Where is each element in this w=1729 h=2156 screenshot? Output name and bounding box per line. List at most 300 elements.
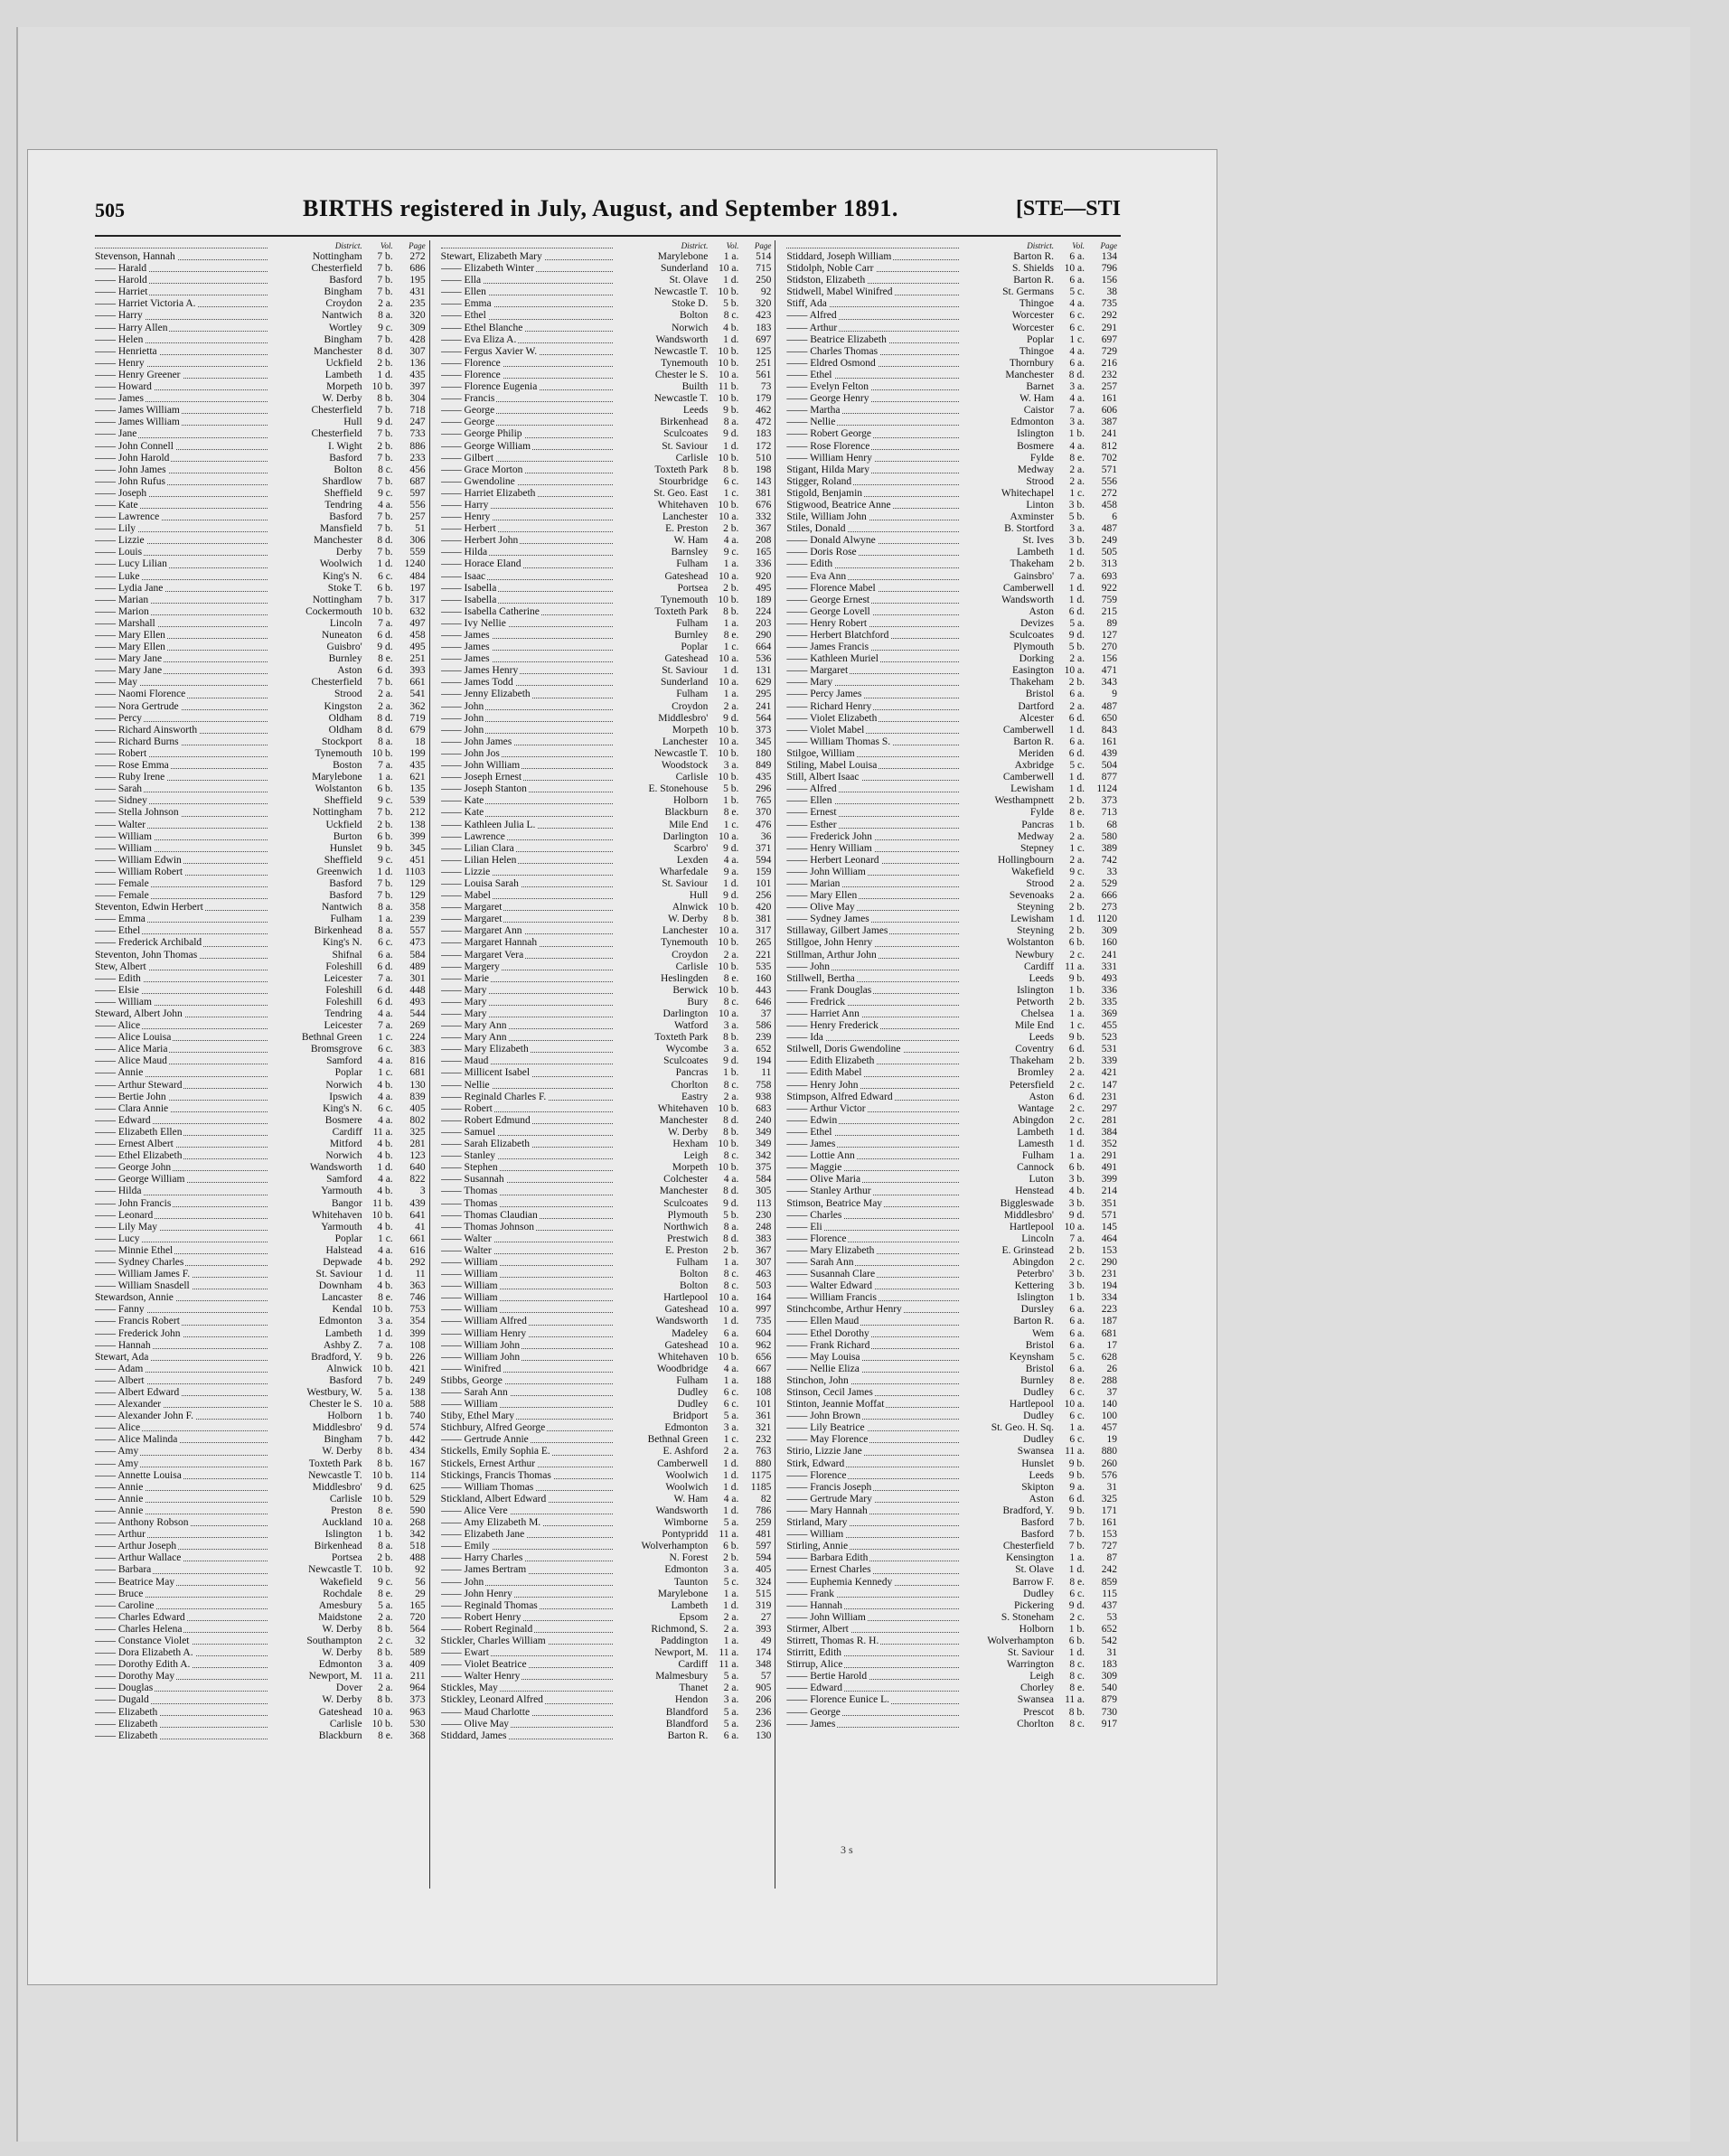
entry-name: —— Mary <box>440 1008 487 1019</box>
index-entry <box>441 1399 772 1411</box>
entry-page: 606 <box>1101 405 1118 417</box>
index-entry <box>441 1707 772 1719</box>
entry-district: Camberwell <box>1002 724 1055 736</box>
index-entry <box>95 902 426 914</box>
entry-page: 17 <box>1106 1339 1118 1351</box>
entry-page: 51 <box>415 523 426 535</box>
index-entry <box>441 1422 772 1434</box>
entry-volume: 10 a. <box>1064 263 1085 275</box>
entry-page: 194 <box>756 1055 772 1067</box>
entry-volume: 1 c. <box>1069 842 1085 854</box>
entry-volume: 10 a. <box>1064 665 1085 677</box>
index-entry <box>95 595 426 606</box>
entry-page: 702 <box>1101 452 1118 464</box>
entry-page: 393 <box>409 665 426 677</box>
entry-name: —— Olive May <box>786 902 855 914</box>
entry-name: —— Arthur Joseph <box>95 1541 177 1552</box>
index-entry <box>786 1482 1117 1494</box>
entry-name: —— Female <box>95 890 149 902</box>
entry-name: —— Francis <box>440 393 495 405</box>
entry-volume: 8 b. <box>1068 1706 1085 1718</box>
entry-name: —— May Florence <box>786 1434 869 1446</box>
entry-district: Watford <box>673 1020 709 1032</box>
entry-page: 997 <box>756 1304 772 1316</box>
entry-name: —— Minnie Ethel <box>95 1244 174 1256</box>
entry-page: 435 <box>409 369 426 380</box>
entry-page: 437 <box>1101 1599 1118 1611</box>
entry-name: —— Eldred Osmond <box>786 357 876 369</box>
entry-name: —— Howard <box>95 381 152 393</box>
entry-page: 307 <box>409 345 426 357</box>
index-entry <box>95 914 426 925</box>
entry-name: —— Lizzie <box>440 866 491 877</box>
entry-district: Medway <box>1017 464 1055 475</box>
entry-district: Thornbury <box>1009 357 1055 369</box>
entry-district: Camberwell <box>1002 772 1055 783</box>
entry-name: —— Herbert Blatchford <box>786 630 889 641</box>
entry-name: —— Barbara <box>95 1564 152 1576</box>
entry-volume: 10 b. <box>718 286 739 298</box>
surname-range: [STE—STI <box>1015 197 1121 220</box>
entry-volume: 10 b. <box>371 1718 393 1729</box>
entry-name: —— James Bertram <box>440 1564 527 1576</box>
entry-page: 242 <box>1101 1564 1118 1576</box>
index-entry <box>95 867 426 878</box>
entry-name: Stew, Albert <box>95 961 146 972</box>
entry-volume: 9 d. <box>377 1481 393 1493</box>
entry-district: Meriden <box>1019 747 1055 759</box>
index-entry <box>786 1600 1117 1612</box>
index-entry <box>786 1080 1117 1092</box>
entry-district: Birkenhead <box>660 417 709 428</box>
entry-page: 295 <box>756 689 772 700</box>
index-entry <box>441 783 772 795</box>
entry-district: Coventry <box>1015 1044 1055 1055</box>
entry-page: 387 <box>1101 417 1118 428</box>
entry-district: Plymouth <box>667 1209 709 1221</box>
entry-district: Fulham <box>676 1256 709 1268</box>
index-entry <box>95 653 426 665</box>
entry-page: 574 <box>409 1422 426 1434</box>
entry-district: Alnwick <box>326 1363 362 1374</box>
entry-volume: 11 b. <box>372 1197 393 1209</box>
entry-volume: 1 a. <box>723 1588 739 1599</box>
entry-district: E. Preston <box>665 523 709 535</box>
entry-volume: 2 c. <box>1069 1102 1085 1114</box>
entry-page: 361 <box>756 1411 772 1422</box>
entry-district: Whitehaven <box>657 1102 709 1114</box>
entry-district: Chorlton <box>671 1079 709 1091</box>
index-entry <box>786 890 1117 902</box>
entry-volume: 11 a. <box>372 1126 393 1138</box>
index-entry <box>95 973 426 985</box>
entry-volume: 6 a. <box>1069 357 1085 369</box>
entry-volume: 2 a. <box>723 1623 739 1635</box>
entry-district: Wandsworth <box>309 1162 362 1174</box>
entry-name: —— Bertie Harold <box>786 1671 868 1683</box>
entry-district: W. Derby <box>668 914 709 925</box>
entry-volume: 2 b. <box>723 582 739 594</box>
index-entry <box>441 1411 772 1422</box>
entry-name: —— John William <box>786 1611 866 1623</box>
index-entry <box>441 571 772 583</box>
entry-name: Stirrett, Thomas R. H. <box>786 1635 879 1646</box>
entry-volume: 1 a. <box>723 689 739 700</box>
entry-district: Newcastle T. <box>308 1469 362 1481</box>
entry-name: —— Samuel <box>440 1126 496 1138</box>
entry-district: Tendring <box>324 1008 362 1019</box>
entry-name: Stewardson, Annie <box>95 1292 174 1304</box>
entry-volume: 8 e. <box>1069 807 1085 819</box>
entry-district: Foleshill <box>325 961 362 972</box>
entry-name: —— Walter Edward <box>786 1280 873 1292</box>
entry-page: 905 <box>756 1683 772 1694</box>
index-entry <box>441 275 772 286</box>
entry-volume: 2 b. <box>1068 925 1085 937</box>
entry-page: 476 <box>756 819 772 830</box>
entry-volume: 6 c. <box>1069 1434 1085 1446</box>
entry-volume: 3 b. <box>1068 1269 1085 1280</box>
entry-name: —— Emily <box>440 1541 490 1552</box>
entry-volume: 2 c. <box>1069 1114 1085 1126</box>
entry-name: —— Margaret Vera <box>440 949 524 961</box>
entry-page: 796 <box>1101 263 1118 275</box>
entry-page: 143 <box>756 475 772 487</box>
entry-volume: 2 b. <box>377 357 393 369</box>
entry-district: Wakefield <box>319 1576 362 1588</box>
entry-district: Bethnal Green <box>647 1434 709 1446</box>
entry-district: Paddington <box>660 1635 709 1646</box>
entry-page: 156 <box>1101 653 1118 665</box>
entry-name: —— James <box>440 630 490 641</box>
entry-page: 257 <box>409 511 426 523</box>
entry-page: 564 <box>409 1623 426 1635</box>
index-entry <box>441 1529 772 1541</box>
entry-name: —— Florence Eunice L. <box>786 1694 890 1706</box>
entry-page: 451 <box>409 854 426 866</box>
entry-district: W. Derby <box>668 1126 709 1138</box>
entry-name: —— John <box>786 961 830 972</box>
district-header: District. <box>1027 241 1055 250</box>
register-page <box>95 190 1121 1889</box>
index-entry <box>441 902 772 914</box>
entry-district: Easington <box>1012 665 1055 677</box>
entry-district: Chelsea <box>1020 1008 1055 1019</box>
entry-name: —— Henry William <box>786 842 872 854</box>
entry-district: Sunderland <box>660 263 709 275</box>
entry-volume: 6 c. <box>378 937 393 949</box>
entry-volume: 1 d. <box>1068 1564 1085 1576</box>
entry-name: Stibbs, George <box>440 1374 503 1386</box>
entry-district: Caistor <box>1023 405 1055 417</box>
entry-volume: 2 a. <box>723 1446 739 1458</box>
entry-volume: 10 a. <box>718 570 739 582</box>
entry-district: Abingdon <box>1012 1114 1055 1126</box>
entry-page: 138 <box>409 1387 426 1398</box>
entry-name: —— Robert Reginald <box>440 1623 533 1635</box>
entry-volume: 9 b. <box>1068 1505 1085 1516</box>
entry-district: Marylebone <box>657 251 709 262</box>
entry-page: 358 <box>409 902 426 914</box>
entry-name: —— Florence Mabel <box>786 582 876 594</box>
index-entry <box>786 1577 1117 1589</box>
entry-page: 368 <box>409 1729 426 1741</box>
entry-district: Lexden <box>676 854 709 866</box>
entry-name: —— Mary Ellen <box>786 890 858 902</box>
entry-page: 180 <box>756 747 772 759</box>
entry-district: Sculcoates <box>1009 630 1055 641</box>
index-entry <box>95 1422 426 1434</box>
entry-page: 1185 <box>750 1481 772 1493</box>
entry-page: 962 <box>756 1339 772 1351</box>
entry-district: Hartlepool <box>1009 1221 1055 1233</box>
entry-district: Derby <box>335 547 362 558</box>
column-header <box>441 240 772 251</box>
entry-page: 442 <box>409 1434 426 1446</box>
index-entry <box>786 1245 1117 1257</box>
entry-page: 371 <box>756 842 772 854</box>
entry-district: Southampton <box>306 1635 362 1646</box>
entry-volume: 3 b. <box>1068 535 1085 547</box>
entry-name: Stinchon, John <box>786 1374 849 1386</box>
entry-volume: 9 d. <box>723 890 739 902</box>
entry-volume: 2 a. <box>378 1611 393 1623</box>
entry-name: —— Winifred <box>440 1363 502 1374</box>
entry-page: 18 <box>415 736 426 747</box>
entry-page: 301 <box>409 972 426 984</box>
entry-name: —— Naomi Florence <box>95 689 186 700</box>
entry-district: Toxteth Park <box>654 1032 709 1044</box>
entry-district: Hunslet <box>329 842 362 854</box>
entry-volume: 10 b. <box>718 594 739 605</box>
index-column-1 <box>95 240 430 1889</box>
entry-name: —— John Henry <box>440 1588 512 1599</box>
entry-volume: 1 a. <box>723 1635 739 1646</box>
entry-page: 523 <box>1101 1032 1118 1044</box>
entry-name: —— Susannah Clare <box>786 1269 876 1280</box>
index-entry <box>95 1316 426 1327</box>
entry-name: —— Elizabeth <box>95 1706 158 1718</box>
entry-name: —— Louis <box>95 547 143 558</box>
entry-district: Poplar <box>334 1233 362 1244</box>
entry-page: 491 <box>1101 1162 1118 1174</box>
index-entry <box>441 606 772 618</box>
entry-district: St. Olave <box>1015 1564 1055 1576</box>
entry-district: Hexham <box>672 1139 709 1150</box>
index-entry <box>786 1541 1117 1552</box>
entry-page: 539 <box>409 795 426 807</box>
entry-district: Poplar <box>1026 333 1055 345</box>
entry-name: Stiff, Ada <box>786 298 827 310</box>
entry-page: 342 <box>756 1150 772 1162</box>
entry-district: Worcester <box>1011 310 1055 322</box>
entry-name: —— William John <box>440 1339 521 1351</box>
index-entry <box>786 428 1117 440</box>
entry-volume: 10 b. <box>718 1351 739 1363</box>
entry-volume: 2 a. <box>723 949 739 961</box>
entry-volume: 8 e. <box>378 1588 393 1599</box>
entry-page: 727 <box>1101 1541 1118 1552</box>
entry-district: Basford <box>329 1374 362 1386</box>
index-entry <box>95 1257 426 1269</box>
entry-district: Yarmouth <box>321 1221 362 1233</box>
entry-page: 434 <box>409 1446 426 1458</box>
entry-volume: 8 d. <box>1068 369 1085 380</box>
entry-name: —— John <box>440 712 484 724</box>
entry-volume: 3 a. <box>378 1659 393 1671</box>
entry-page: 681 <box>409 1067 426 1079</box>
entry-name: —— Ewart <box>440 1647 490 1659</box>
entry-page: 307 <box>756 1256 772 1268</box>
entry-district: Newcastle T. <box>308 1564 362 1576</box>
entry-name: —— Alexander <box>95 1399 162 1411</box>
index-entry <box>95 1612 426 1624</box>
index-entry <box>95 1032 426 1044</box>
entry-volume: 6 a. <box>1069 1339 1085 1351</box>
entry-name: —— Herbert Leonard <box>786 854 879 866</box>
entry-district: Basford <box>329 511 362 523</box>
entry-volume: 7 b. <box>377 263 393 275</box>
entry-name: —— Ruby Irene <box>95 772 165 783</box>
index-entry <box>95 937 426 949</box>
entry-volume: 2 a. <box>1069 1067 1085 1079</box>
index-entry <box>95 310 426 322</box>
entry-volume: 1 a. <box>1069 1150 1085 1162</box>
entry-name: —— Lottie Ann <box>786 1150 855 1162</box>
entry-name: —— William James F. <box>95 1269 191 1280</box>
index-entry <box>786 1186 1117 1197</box>
entry-name: —— Robert Edmund <box>440 1114 531 1126</box>
entry-name: —— William Edwin <box>95 854 182 866</box>
entry-district: Basford <box>1020 1517 1055 1529</box>
entry-district: Westhampnett <box>994 795 1055 807</box>
entry-volume: 1 d. <box>1068 582 1085 594</box>
index-entry <box>786 1304 1117 1316</box>
entry-name: —— Thomas <box>440 1197 498 1209</box>
entry-district: Stourbridge <box>659 475 709 487</box>
entry-district: W. Derby <box>322 1446 362 1458</box>
entry-page: 342 <box>409 1529 426 1541</box>
entry-volume: 1 a. <box>1069 1552 1085 1564</box>
entry-page: 484 <box>409 570 426 582</box>
entry-name: —— George William <box>440 440 531 452</box>
entry-district: Madeley <box>672 1327 709 1339</box>
entry-page: 399 <box>409 830 426 842</box>
entry-volume: 1 d. <box>723 333 739 345</box>
entry-name: —— Fanny <box>95 1304 145 1316</box>
entry-name: Stirland, Mary <box>786 1517 848 1529</box>
entry-district: St. Saviour <box>662 877 709 889</box>
entry-volume: 9 b. <box>1068 1469 1085 1481</box>
index-entry <box>95 1020 426 1032</box>
entry-volume: 1 d. <box>723 1469 739 1481</box>
entry-page: 317 <box>756 925 772 937</box>
entry-name: —— Mary Jane <box>95 665 163 677</box>
index-entry <box>441 795 772 807</box>
entry-district: Alcester <box>1019 712 1055 724</box>
index-entry <box>786 1055 1117 1067</box>
entry-name: —— Gertrude Annie <box>440 1434 529 1446</box>
entry-page: 389 <box>1101 842 1118 854</box>
index-entry <box>441 1577 772 1589</box>
entry-page: 198 <box>756 464 772 475</box>
index-entry <box>786 783 1117 795</box>
entry-district: Islington <box>1017 428 1055 440</box>
index-entry <box>441 1624 772 1636</box>
entry-page: 753 <box>409 1304 426 1316</box>
entry-volume: 9 b. <box>1068 1032 1085 1044</box>
index-entry <box>95 286 426 298</box>
entry-page: 343 <box>1101 677 1118 689</box>
entry-volume: 10 b. <box>718 772 739 783</box>
entry-district: Barton R. <box>667 1729 709 1741</box>
entry-volume: 8 e. <box>1069 452 1085 464</box>
entry-page: 879 <box>1101 1694 1118 1706</box>
entry-name: Stimpson, Alfred Edward <box>786 1091 893 1102</box>
entry-page: 383 <box>756 1233 772 1244</box>
index-entry <box>441 1139 772 1150</box>
entry-page: 38 <box>1106 286 1118 298</box>
entry-name: —— Florence <box>786 1469 847 1481</box>
index-entry <box>786 1470 1117 1482</box>
index-entry <box>441 1127 772 1139</box>
entry-name: —— Kate <box>95 499 138 511</box>
entry-name: —— Marie <box>440 972 490 984</box>
entry-district: Portsea <box>331 1552 362 1564</box>
vol-header: Vol. <box>1072 241 1085 250</box>
entry-volume: 8 e. <box>723 972 739 984</box>
entry-volume: 6 a. <box>1069 1304 1085 1316</box>
entry-name: —— Thomas Claudian <box>440 1209 538 1221</box>
entry-page: 664 <box>756 642 772 653</box>
entry-page: 9 <box>1112 689 1118 700</box>
entry-volume: 10 a. <box>1064 1221 1085 1233</box>
entry-volume: 3 a. <box>1069 417 1085 428</box>
entry-volume: 1 d. <box>1068 1647 1085 1659</box>
entry-name: —— Maud Charlotte <box>440 1706 531 1718</box>
index-entry <box>786 488 1117 500</box>
entry-district: Prescot <box>1023 1706 1055 1718</box>
index-entry <box>441 334 772 346</box>
index-entry <box>95 358 426 370</box>
entry-volume: 9 d. <box>377 417 393 428</box>
entry-name: —— John Brown <box>786 1411 861 1422</box>
entry-page: 632 <box>409 605 426 617</box>
entry-name: —— Violet Beatrice <box>440 1659 527 1671</box>
entry-district: Plymouth <box>1013 642 1055 653</box>
entry-volume: 4 a. <box>378 1055 393 1067</box>
entry-volume: 9 b. <box>723 405 739 417</box>
entry-name: Stigant, Hilda Mary <box>786 464 870 475</box>
entry-district: S. Shields <box>1012 263 1055 275</box>
entry-page: 29 <box>415 1588 426 1599</box>
page-title: BIRTHS registered in July, August, and September 1891. <box>303 195 898 221</box>
entry-district: Bradford, Y. <box>311 1351 362 1363</box>
entry-page: 290 <box>756 630 772 641</box>
entry-page: 362 <box>409 700 426 712</box>
entry-volume: 4 a. <box>378 1008 393 1019</box>
entry-page: 628 <box>1101 1351 1118 1363</box>
entry-volume: 10 b. <box>718 902 739 914</box>
entry-district: Wolstanton <box>315 783 362 795</box>
entry-name: —— Reginald Thomas <box>440 1599 538 1611</box>
entry-name: —— William Alfred <box>440 1316 527 1327</box>
entry-district: Newcastle T. <box>653 286 709 298</box>
entry-page: 131 <box>756 665 772 677</box>
entry-page: 529 <box>1101 877 1118 889</box>
entry-volume: 9 d. <box>723 712 739 724</box>
entry-name: —— James <box>786 1718 836 1729</box>
